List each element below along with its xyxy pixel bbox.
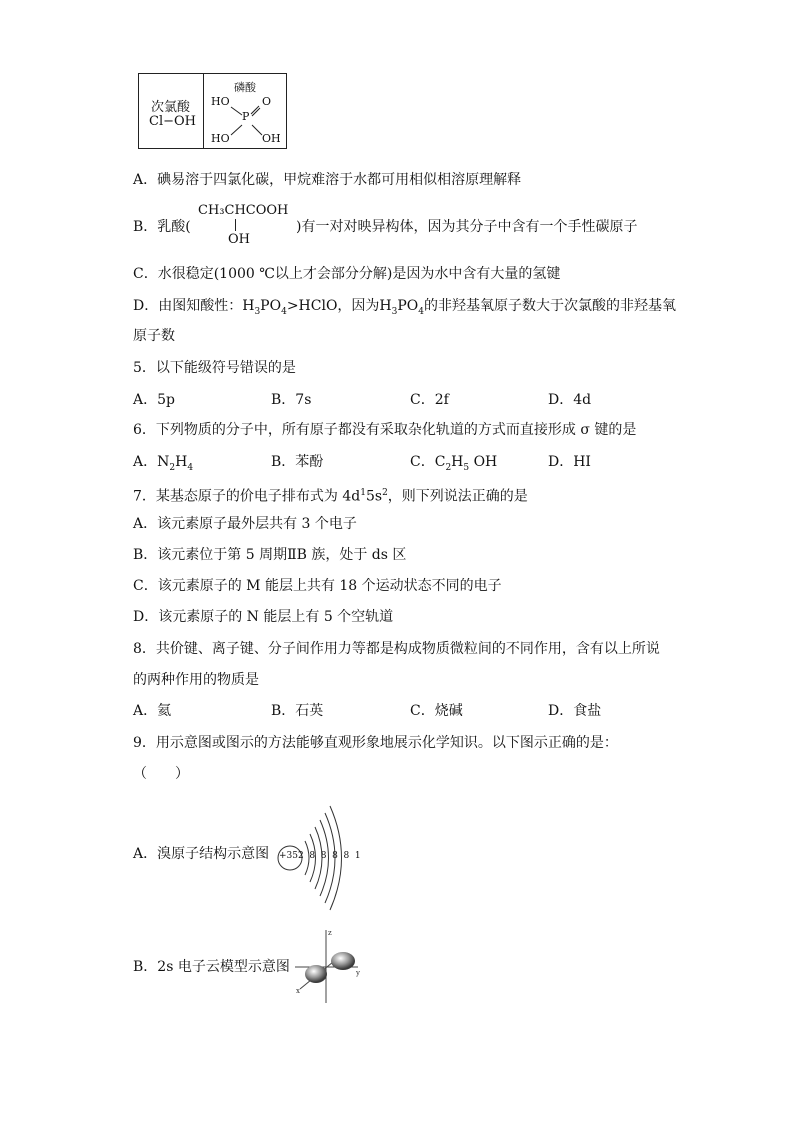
q8-stem-line1: 8．共价键、离子键、分子间作用力等都是构成物质微粒间的不同作用，含有以上所说 (133, 641, 660, 657)
q6-option-d: D．HI (548, 454, 591, 470)
q6-option-c: C．$C_2H_5$ OH (410, 454, 498, 473)
q6-option-b: B．苯酚 (271, 454, 324, 470)
o-double: O (262, 95, 272, 108)
bromine-nucleus-charge: +35 (279, 851, 298, 861)
q4-option-b-prefix: B．乳酸( (133, 219, 191, 235)
q7-option-a: A．该元素原子最外层共有 3 个电子 (133, 516, 357, 532)
hypochlorous-acid-title: 次氯酸 (151, 100, 191, 115)
svg-text:x: x (296, 987, 300, 995)
q4-option-c: C．水很稳定(1000 ℃以上才会部分分解)是因为水中含有大量的氢键 (133, 266, 561, 282)
lactic-acid-formula-top: CH₃CHCOOH (198, 203, 289, 218)
q7-option-d: D．该元素原子的 N 能层上有 5 个空轨道 (133, 609, 394, 625)
hypochlorous-acid-formula: Cl−OH (149, 114, 196, 129)
q5-stem: 5．以下能级符号错误的是 (133, 360, 296, 376)
q9-option-b-label: B．2s 电子云模型示意图 (133, 959, 290, 975)
table-divider (203, 74, 204, 148)
q6-option-a: A．$N_2H_4$ (133, 454, 194, 473)
q5-option-c: C．2f (410, 392, 449, 408)
q5-option-d: D．4d (548, 392, 592, 408)
q7-option-b: B．该元素位于第 5 周期ⅡB 族，处于 ds 区 (133, 547, 407, 563)
q7-option-c: C．该元素原子的 M 能层上共有 18 个运动状态不同的电子 (133, 578, 502, 594)
q4-option-a: A．碘易溶于四氯化碳，甲烷难溶于水都可用相似相溶原理解释 (133, 172, 522, 188)
acid-structure-table (138, 73, 287, 149)
ho-bottom: HO (211, 132, 230, 145)
q7-stem: 7．某基态原子的价电子排布式为 $4d^15s^2$，则下列说法正确的是 (133, 488, 528, 505)
q6-stem: 6．下列物质的分子中，所有原子都没有采取杂化轨道的方式而直接形成 σ 键的是 (133, 422, 637, 438)
q8-option-d: D．食盐 (548, 703, 602, 719)
phosphoric-acid-title: 磷酸 (234, 81, 256, 94)
svg-text:z: z (328, 929, 332, 937)
q8-option-c: C．烧碱 (410, 703, 463, 719)
p-atom: P (242, 110, 250, 123)
q9-stem: 9．用示意图或图示的方法能够直观形象地展示化学知识。以下图示正确的是： (133, 735, 618, 751)
q4-option-d-line1: D．由图知酸性：$H_3PO_4>HClO$，因为$H_3PO_4$的非羟基氧原子数大于次氯酸的非羟基氧 (133, 298, 677, 317)
svg-text:y: y (356, 969, 360, 977)
q4-option-d-line2: 原子数 (133, 328, 175, 344)
lactic-acid-bond (235, 219, 236, 231)
electron-cloud-diagram (290, 925, 365, 1005)
q5-option-b: B．7s (271, 392, 312, 408)
q9-option-a-label: A．溴原子结构示意图 (133, 846, 270, 862)
q5-option-a: A．5p (133, 392, 175, 408)
q8-option-a: A．氦 (133, 703, 172, 719)
q8-stem-line2: 的两种作用的物质是 (133, 672, 259, 688)
q4-option-b-suffix: )有一对对映异构体，因为其分子中含有一个手性碳原子 (296, 219, 638, 235)
lactic-acid-formula-bottom: OH (228, 232, 250, 247)
oh-bottom: OH (262, 132, 281, 145)
q9-answer-paren: （ ） (133, 766, 189, 782)
ho-top: HO (211, 95, 230, 108)
q8-option-b: B．石英 (271, 703, 324, 719)
bromine-shell-electrons: 2 8 8 8 8 1 (298, 851, 363, 861)
